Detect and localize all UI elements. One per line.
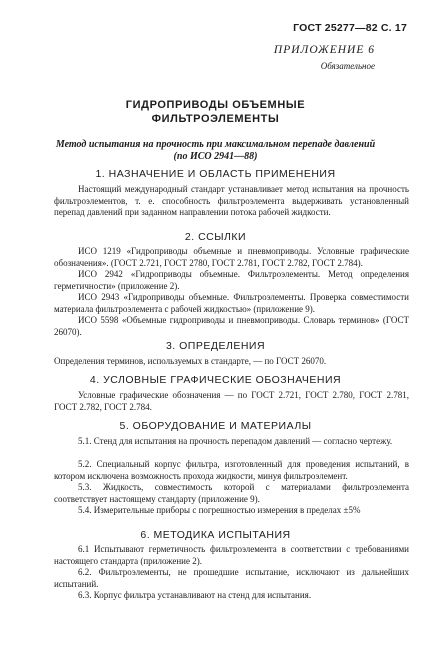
clause-6-2: 6.2. Фильтроэлементы, не прошедшие испытание, исключают из дальнейших испытаний. xyxy=(54,567,409,589)
reference-iso-2943: ИСО 2943 «Гидроприводы объемные. Фильтроэлементы. Проверка совместимости материала фильтроэлемента с рабочей жидкостью» (приложение 9). xyxy=(54,292,409,314)
reference-iso-5598: ИСО 5598 «Объемные гидроприводы и пневмоприводы. Словарь терминов» (ГОСТ 26070). xyxy=(54,315,409,337)
document-title-line-2: ФИЛЬТРОЭЛЕМЕНТЫ xyxy=(151,113,280,125)
clause-5-4: 5.4. Измерительные приборы с погрешностью измерения в пределах ±5% xyxy=(78,505,361,515)
document-reference: ГОСТ 25277—82 С. 17 xyxy=(293,22,407,34)
subtitle-line-1: Метод испытания на прочность при максимальном перепаде давлений xyxy=(55,139,376,150)
section-heading-6: 6. МЕТОДИКА ИСПЫТАНИЯ xyxy=(140,529,291,541)
section-heading-5: 5. ОБОРУДОВАНИЕ И МАТЕРИАЛЫ xyxy=(119,420,312,432)
appendix-note: Обязательное xyxy=(320,61,375,71)
document-title-line-1: ГИДРОПРИВОДЫ ОБЪЕМНЫЕ xyxy=(125,99,306,111)
appendix-label: ПРИЛОЖЕНИЕ 6 xyxy=(273,44,375,56)
clause-5-1: 5.1. Стенд для испытания на прочность перепадом давлений — согласно чертежу. xyxy=(78,436,393,446)
section-heading-2: 2. ССЫЛКИ xyxy=(184,231,247,243)
reference-iso-2942: ИСО 2942 «Гидроприводы объемные. Фильтроэлементы. Метод определения герметичности» (приложение 2). xyxy=(54,269,409,291)
section-3-paragraph: Определения терминов, используемых в стандарте, — по ГОСТ 26070. xyxy=(54,356,327,366)
subtitle-line-2: (по ИСО 2941—88) xyxy=(173,151,258,162)
clause-5-3: 5.3. Жидкость, совместимость которой с материалами фильтроэлемента соответствует настоящему стандарту (приложение 9). xyxy=(54,482,409,504)
reference-iso-1219: ИСО 1219 «Гидроприводы объемные и пневмоприводы. Условные графические обозначения». (ГОСТ 2.721, ГОСТ 2780, ГОСТ 2.781, ГОСТ 2.782, ГОСТ 2.784). xyxy=(54,246,409,268)
section-1-paragraph: Настоящий международный стандарт устанавливает метод испытания на прочность фильтроэлементов, т. е. способность фильтроэлемента выдерживать установленный перепад давлений при заданном направлении потока рабочей жидкости. xyxy=(54,184,409,218)
clause-6-3: 6.3. Корпус фильтра устанавливают на стенд для испытания. xyxy=(78,590,312,600)
section-heading-3: 3. ОПРЕДЕЛЕНИЯ xyxy=(165,340,266,352)
clause-6-1: 6.1 Испытывают герметичность фильтроэлемента в соответствии с требованиями настоящего стандарта (приложение 2). xyxy=(54,544,409,566)
section-heading-4: 4. УСЛОВНЫЕ ГРАФИЧЕСКИЕ ОБОЗНАЧЕНИЯ xyxy=(89,374,342,386)
clause-5-2: 5.2. Специальный корпус фильтра, изготовленный для проведения испытаний, в котором исключена возможность прохода жидкости, минуя фильтроэлемент. xyxy=(54,459,409,481)
section-4-paragraph: Условные графические обозначения — по ГОСТ 2.721, ГОСТ 2.780, ГОСТ 2.781, ГОСТ 2.782, ГОСТ 2.784. xyxy=(54,390,409,412)
section-heading-1: 1. НАЗНАЧЕНИЕ И ОБЛАСТЬ ПРИМЕНЕНИЯ xyxy=(95,168,336,180)
